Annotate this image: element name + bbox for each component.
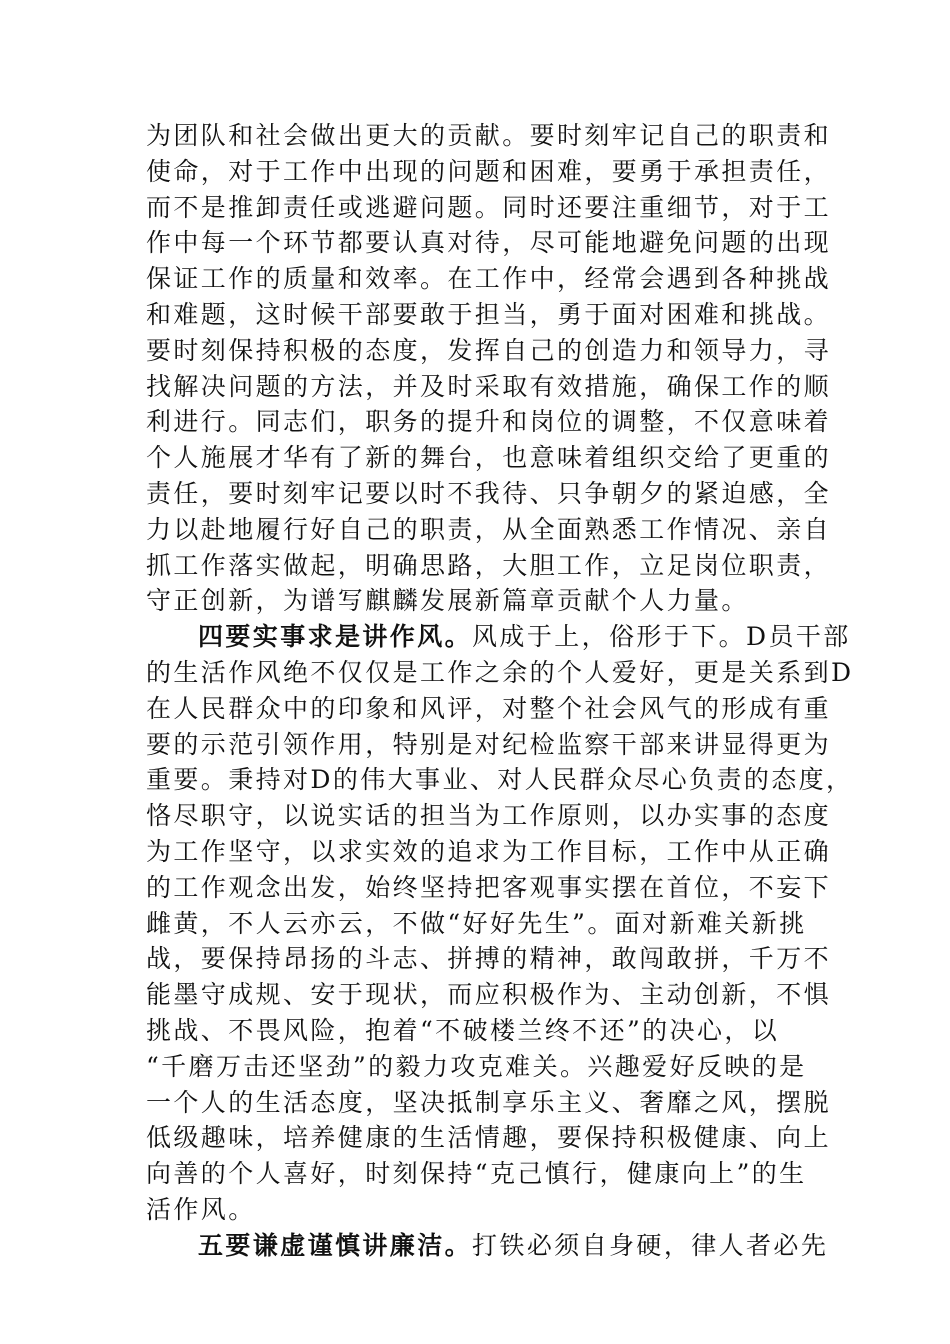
text-line: 使命，对于工作中出现的问题和困难，要勇于承担责任， xyxy=(146,156,832,186)
text-line: 挑战、不畏风险，抱着“不破楼兰终不还”的决心，以 xyxy=(146,1015,780,1045)
section-5-heading: 五要谦虚谨慎讲廉洁。 xyxy=(198,1230,473,1260)
text-line: 抓工作落实做起，明确思路，大胆工作，立足岗位职责， xyxy=(146,550,832,580)
text-line: 的工作观念出发，始终坚持把客观事实摆在首位，不妄下 xyxy=(146,872,832,902)
paragraph-section-5 xyxy=(146,1228,829,1264)
section-4-first-line-text: 风成于上，俗形于下。D员干部 xyxy=(472,622,851,652)
text-line: 在人民群众中的印象和风评，对整个社会风气的形成有重 xyxy=(146,693,832,723)
text-line: 守正创新，为谱写麒麟发展新篇章贡献个人力量。 xyxy=(146,586,749,616)
text-line: 向善的个人喜好，时刻保持“克己慎行，健康向上”的生 xyxy=(146,1159,807,1189)
text-line: 活作风。 xyxy=(146,1194,256,1224)
text-line: 重要。秉持对D的伟大事业、对人民群众尽心负责的态度， xyxy=(146,765,854,795)
text-line: 个人施展才华有了新的舞台，也意味着组织交给了更重的 xyxy=(146,443,832,473)
text-line: 要的示范引领作用，特别是对纪检监察干部来讲显得更为 xyxy=(146,729,832,759)
text-line: 的生活作风绝不仅仅是工作之余的个人爱好，更是关系到D xyxy=(146,657,854,687)
text-line: 和难题，这时候干部要敢于担当，勇于面对困难和挑战。 xyxy=(146,299,832,329)
text-line: 要时刻保持积极的态度，发挥自己的创造力和领导力，寻 xyxy=(146,335,832,365)
text-line: 能墨守成规、安于现状，而应积极作为、主动创新，不惧 xyxy=(146,980,832,1010)
section-4-heading: 四要实事求是讲作风。 xyxy=(198,622,473,652)
text-line: “千磨万击还坚劲”的毅力攻克难关。兴趣爱好反映的是 xyxy=(146,1051,807,1081)
section-4-first-line xyxy=(146,619,851,655)
text-line: 低级趣味，培养健康的生活情趣，要保持积极健康、向上 xyxy=(146,1123,832,1153)
text-line: 利进行。同志们，职务的提升和岗位的调整，不仅意味着 xyxy=(146,407,832,437)
text-line: 作中每一个环节都要认真对待，尽可能地避免问题的出现 xyxy=(146,228,832,258)
document-page xyxy=(146,118,854,1264)
section-5-first-line xyxy=(146,1228,829,1264)
text-line: 雌黄，不人云亦云，不做“好好先生”。面对新难关新挑 xyxy=(146,908,807,938)
text-line: 恪尽职守，以说实话的担当为工作原则，以办实事的态度 xyxy=(146,801,832,831)
text-line: 为工作坚守，以求实效的追求为工作目标，工作中从正确 xyxy=(146,836,832,866)
text-line: 责任，要时刻牢记要以时不我待、只争朝夕的紧迫感，全 xyxy=(146,478,832,508)
text-line: 保证工作的质量和效率。在工作中，经常会遇到各种挑战 xyxy=(146,264,832,294)
text-line: 而不是推卸责任或逃避问题。同时还要注重细节，对于工 xyxy=(146,192,832,222)
paragraph-3-continuation xyxy=(146,118,832,619)
paragraph-section-4 xyxy=(146,619,854,1228)
text-line: 为团队和社会做出更大的贡献。要时刻牢记自己的职责和 xyxy=(146,121,832,150)
text-line: 一个人的生活态度，坚决抵制享乐主义、奢靡之风，摆脱 xyxy=(146,1087,832,1117)
text-line: 战，要保持昂扬的斗志、拼搏的精神，敢闯敢拼，千万不 xyxy=(146,944,832,974)
section-5-first-line-text: 打铁必须自身硬，律人者必先 xyxy=(472,1230,829,1260)
text-line: 找解决问题的方法，并及时采取有效措施，确保工作的顺 xyxy=(146,371,832,401)
text-line: 力以赴地履行好自己的职责，从全面熟悉工作情况、亲自 xyxy=(146,514,832,544)
